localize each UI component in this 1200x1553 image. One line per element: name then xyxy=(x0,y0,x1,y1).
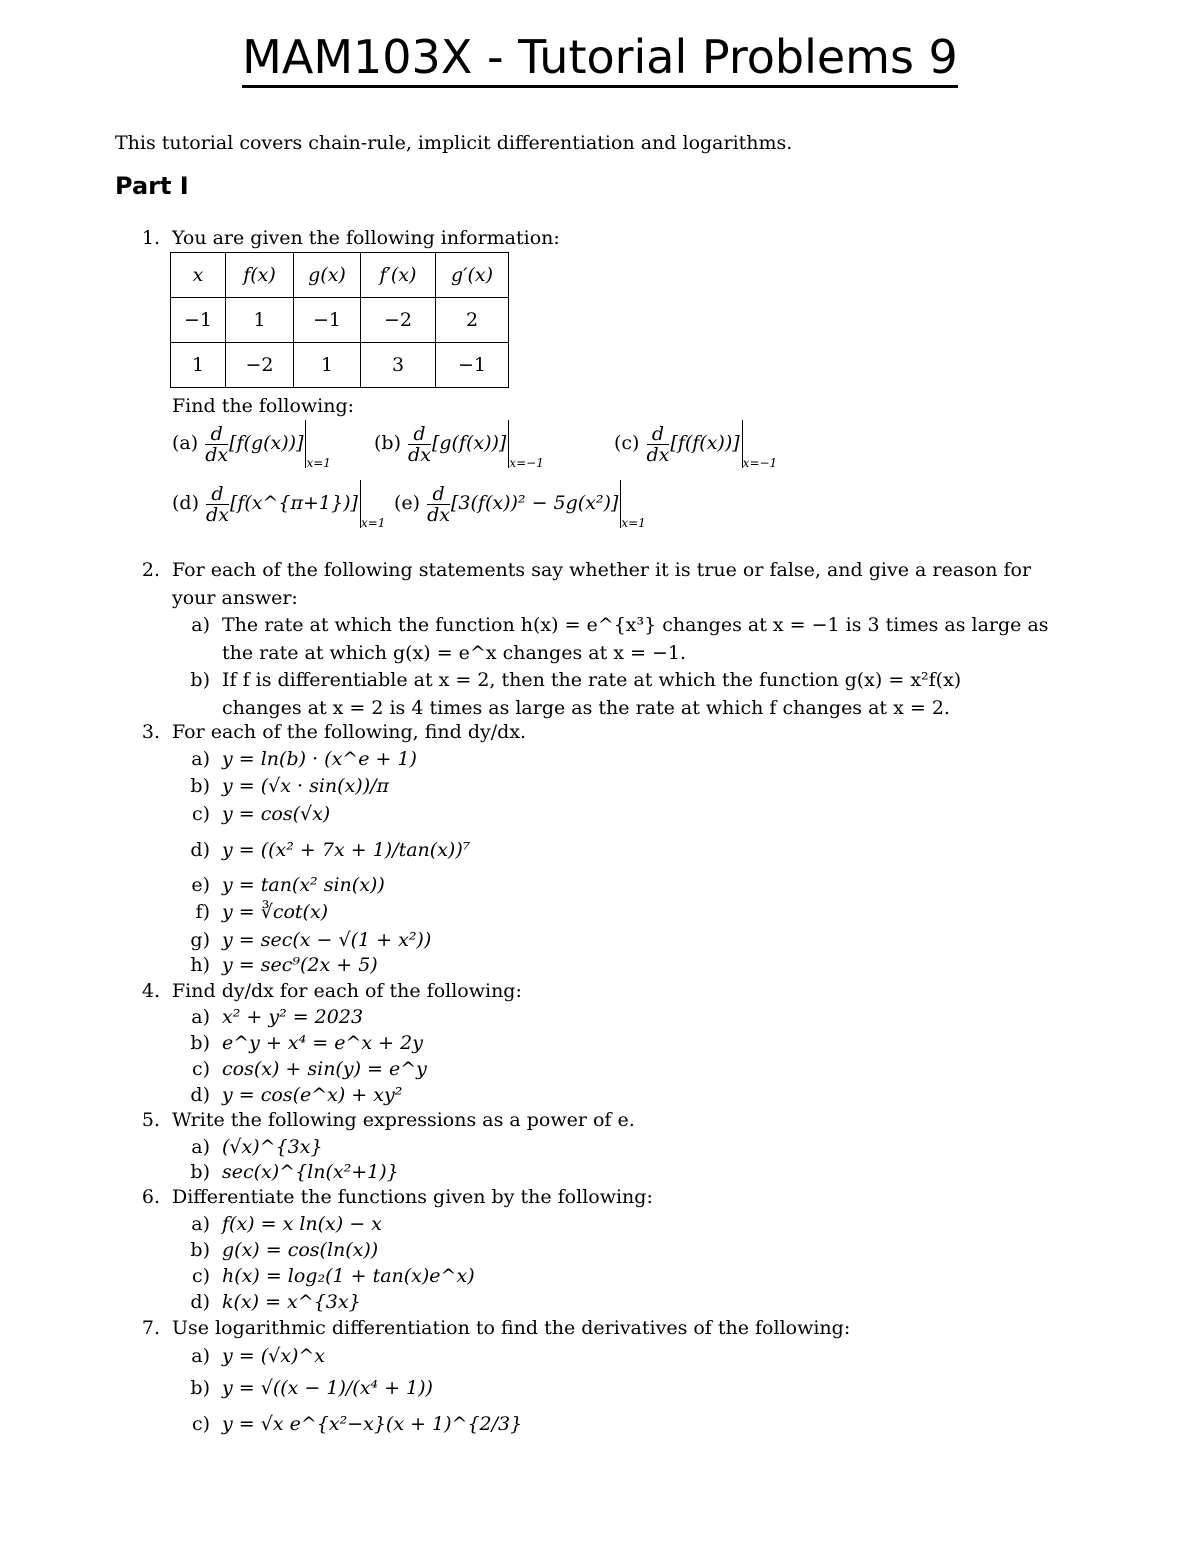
frac-numerator: d xyxy=(647,424,670,445)
part-heading: Part I xyxy=(115,172,189,200)
part-expression: [f(f(x))] xyxy=(670,432,740,454)
item-expression: (√x)^{3x} xyxy=(222,1136,323,1158)
item-label: c) xyxy=(191,803,210,825)
page-title xyxy=(0,30,1200,84)
table-cell: −1 xyxy=(294,298,361,343)
derivative-operator xyxy=(205,424,228,465)
item-expression: y = ((x² + 7x + 1)/tan(x))⁷ xyxy=(222,839,471,861)
info-table xyxy=(170,252,509,388)
item-label: a) xyxy=(191,614,210,636)
item-expression: y = sec⁹(2x + 5) xyxy=(222,954,378,976)
question-text: Differentiate the functions given by the following: xyxy=(172,1186,653,1208)
item-expression: sec(x)^{ln(x²+1)} xyxy=(222,1161,399,1183)
question-text: For each of the following statements say whether it is true or false, and give a reason for xyxy=(172,559,1032,581)
table-cell: 1 xyxy=(226,298,294,343)
item-label: b) xyxy=(190,1377,210,1399)
item-label: c) xyxy=(191,1058,210,1080)
frac-denominator: dx xyxy=(427,503,451,526)
part-label: (d) xyxy=(172,492,199,514)
evaluation-point: x=1 xyxy=(621,516,646,530)
table-cell: −2 xyxy=(226,343,294,388)
question-number: 6. xyxy=(141,1186,160,1208)
item-expression: y = √((x − 1)/(x⁴ + 1)) xyxy=(222,1377,433,1399)
item-label: d) xyxy=(190,839,210,861)
item-label: d) xyxy=(190,1084,210,1106)
item-label: a) xyxy=(191,1136,210,1158)
part-label: (b) xyxy=(374,432,401,454)
title-text: MAM103X - Tutorial Problems 9 xyxy=(242,30,958,88)
table-header-cell: f(x) xyxy=(226,253,294,298)
item-label: b) xyxy=(190,1239,210,1261)
item-expression: y = ln(b) · (x^e + 1) xyxy=(222,748,417,770)
part-label: (e) xyxy=(394,492,421,514)
question-number: 5. xyxy=(141,1109,160,1131)
item-expression: h(x) = log₂(1 + tan(x)e^x) xyxy=(222,1265,475,1287)
item-label: g) xyxy=(190,929,210,951)
frac-denominator: dx xyxy=(408,443,431,466)
part-expression: [g(f(x))] xyxy=(431,432,507,454)
table-cell: −1 xyxy=(171,298,226,343)
question-text-continued: your answer: xyxy=(172,587,298,609)
question-number: 7. xyxy=(141,1317,160,1339)
item-label: c) xyxy=(191,1265,210,1287)
evaluation-point: x=−1 xyxy=(742,456,778,470)
item-label: b) xyxy=(190,775,210,797)
item-expression: y = √x e^{x²−x}(x + 1)^{2/3} xyxy=(222,1413,523,1435)
table-cell: 1 xyxy=(171,343,226,388)
table-cell: 1 xyxy=(294,343,361,388)
item-label: a) xyxy=(191,748,210,770)
evaluation-point: x=1 xyxy=(306,456,331,470)
question-number: 1. xyxy=(141,227,160,249)
frac-numerator: d xyxy=(427,484,450,505)
q1-part-b xyxy=(374,420,544,468)
frac-denominator: dx xyxy=(205,443,229,466)
item-text-continued: changes at x = 2 is 4 times as large as the rate at which f changes at x = 2. xyxy=(222,697,950,719)
frac-numerator: d xyxy=(206,484,229,505)
table-header-cell: g(x) xyxy=(294,253,361,298)
question-text: Find dy/dx for each of the following: xyxy=(172,980,522,1002)
item-text: The rate at which the function h(x) = e^{x³} changes at x = −1 is 3 times as large as xyxy=(222,614,1049,636)
table-cell: 3 xyxy=(361,343,436,388)
item-label: a) xyxy=(191,1345,210,1367)
item-expression: y = cos(e^x) + xy² xyxy=(222,1084,403,1106)
part-expression: [f(g(x))] xyxy=(229,432,304,454)
table-row xyxy=(171,343,509,388)
question-text: Use logarithmic differentiation to find the derivatives of the following: xyxy=(172,1317,851,1339)
q1-part-e xyxy=(394,480,646,528)
item-expression: y = sec(x − √(1 + x²)) xyxy=(222,929,432,951)
table-header-cell: g′(x) xyxy=(436,253,509,298)
item-label: b) xyxy=(190,669,210,691)
item-label: b) xyxy=(190,1032,210,1054)
frac-denominator: dx xyxy=(206,503,229,526)
evaluation-point: x=1 xyxy=(360,516,386,530)
item-text-continued: the rate at which g(x) = e^x changes at x = −1. xyxy=(222,642,687,664)
table-cell: 2 xyxy=(436,298,509,343)
derivative-operator xyxy=(206,484,229,525)
part-label: (c) xyxy=(614,432,640,454)
item-expression: y = (√x · sin(x))/π xyxy=(222,775,389,797)
part-expression: [3(f(x))² − 5g(x²)] xyxy=(451,492,619,514)
evaluation-point: x=−1 xyxy=(509,456,544,470)
find-text: Find the following: xyxy=(172,395,355,417)
question-number: 4. xyxy=(141,980,160,1002)
item-text: If f is differentiable at x = 2, then the rate at which the function g(x) = x²f(x) xyxy=(222,669,962,691)
frac-numerator: d xyxy=(205,424,228,445)
intro-text: This tutorial covers chain-rule, implicit differentiation and logarithms. xyxy=(115,132,793,154)
q1-part-a xyxy=(172,420,331,468)
question-text: Write the following expressions as a power of e. xyxy=(172,1109,635,1131)
derivative-operator xyxy=(427,484,450,525)
question-number: 3. xyxy=(141,721,160,743)
question-text: For each of the following, find dy/dx. xyxy=(172,721,527,743)
table-cell: −2 xyxy=(361,298,436,343)
item-label: a) xyxy=(191,1213,210,1235)
item-label: a) xyxy=(191,1006,210,1028)
table-cell: −1 xyxy=(436,343,509,388)
table-header-cell: f′(x) xyxy=(361,253,436,298)
item-label: e) xyxy=(191,874,210,896)
item-expression: g(x) = cos(ln(x)) xyxy=(222,1239,379,1261)
item-expression: k(x) = x^{3x} xyxy=(222,1291,361,1313)
derivative-operator xyxy=(647,424,670,465)
item-label: c) xyxy=(191,1413,210,1435)
table-header-cell: x xyxy=(171,253,226,298)
item-expression: cos(x) + sin(y) = e^y xyxy=(222,1058,427,1080)
item-expression: y = (√x)^x xyxy=(222,1345,326,1367)
part-label: (a) xyxy=(172,432,199,454)
q1-part-d xyxy=(172,480,385,528)
item-expression: y = tan(x² sin(x)) xyxy=(222,874,385,896)
table-row xyxy=(171,298,509,343)
table-header-row xyxy=(171,253,509,298)
question-text: You are given the following information: xyxy=(172,227,560,249)
q1-part-c xyxy=(614,420,777,468)
item-expression: y = cos(√x) xyxy=(222,803,331,825)
item-expression: e^y + x⁴ = e^x + 2y xyxy=(222,1032,423,1054)
part-expression: [f(x^{π+1})] xyxy=(229,492,358,514)
item-label: h) xyxy=(190,954,210,976)
item-label: b) xyxy=(190,1161,210,1183)
frac-numerator: d xyxy=(408,424,431,445)
item-expression: f(x) = x ln(x) − x xyxy=(222,1213,382,1235)
item-expression: y = ∛cot(x) xyxy=(222,901,329,923)
question-number: 2. xyxy=(141,559,160,581)
item-label: f) xyxy=(195,901,210,923)
item-expression: x² + y² = 2023 xyxy=(222,1006,364,1028)
item-label: d) xyxy=(190,1291,210,1313)
frac-denominator: dx xyxy=(646,443,670,466)
derivative-operator xyxy=(408,424,431,465)
